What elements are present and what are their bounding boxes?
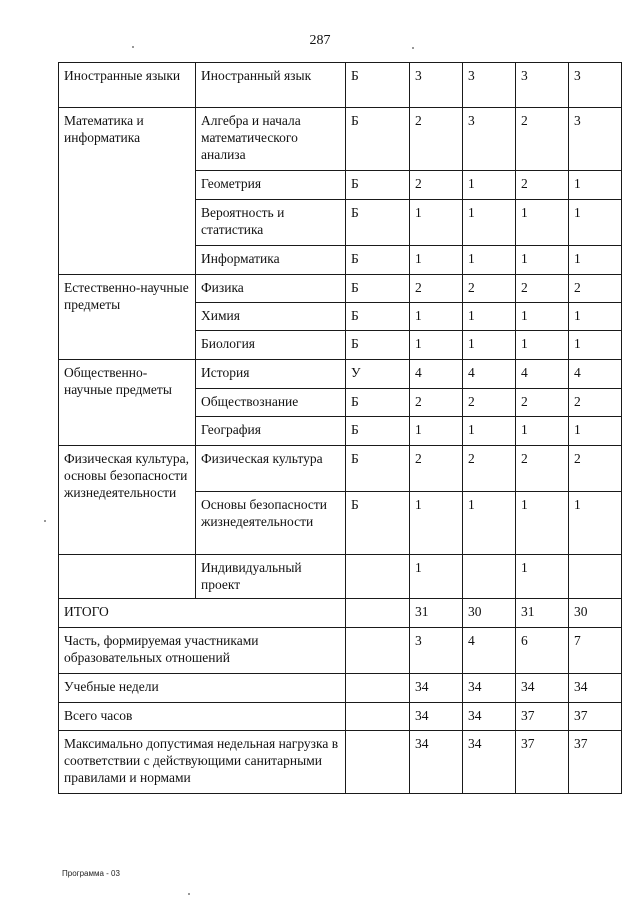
total-row (59, 703, 622, 731)
level-cell: Б (346, 275, 410, 303)
total-label-cell: Всего часов (59, 703, 346, 731)
subject-cell: Геометрия (196, 171, 346, 200)
hours-cell: 31 (516, 599, 569, 628)
hours-cell: 2 (463, 389, 516, 417)
hours-cell: 1 (410, 331, 463, 360)
hours-cell: 1 (569, 331, 622, 360)
hours-cell: 1 (569, 303, 622, 331)
hours-cell: 7 (569, 628, 622, 674)
hours-cell: 1 (569, 171, 622, 200)
hours-cell: 1 (410, 246, 463, 275)
hours-cell: 1 (516, 331, 569, 360)
hours-cell: 3 (463, 108, 516, 171)
empty-cell (346, 703, 410, 731)
total-label-cell: Максимально допустимая недельная нагрузка в соответствии с действующими санитарными правилами и нормами (59, 731, 346, 794)
level-cell: Б (346, 200, 410, 246)
hours-cell: 34 (410, 731, 463, 794)
hours-cell: 34 (569, 674, 622, 703)
level-cell: Б (346, 446, 410, 492)
hours-cell: 34 (463, 703, 516, 731)
hours-cell: 34 (463, 674, 516, 703)
subject-cell: Основы безопасности жизнедеятельности (196, 492, 346, 555)
hours-cell: 2 (410, 171, 463, 200)
hours-cell: 6 (516, 628, 569, 674)
subject-area-cell: Общественно-научные предметы (59, 360, 196, 446)
hours-cell: 34 (463, 731, 516, 794)
total-row (59, 599, 622, 628)
hours-cell: 2 (516, 389, 569, 417)
table-row (59, 446, 622, 492)
hours-cell: 30 (463, 599, 516, 628)
empty-cell (346, 628, 410, 674)
hours-cell: 1 (463, 417, 516, 446)
subject-area-cell: Математика и информатика (59, 108, 196, 275)
curriculum-table (58, 62, 622, 794)
level-cell: Б (346, 389, 410, 417)
hours-cell: 1 (410, 555, 463, 599)
hours-cell: 1 (516, 246, 569, 275)
hours-cell: 3 (463, 63, 516, 108)
total-label-cell: Учебные недели (59, 674, 346, 703)
hours-cell: 2 (410, 389, 463, 417)
hours-cell: 2 (516, 446, 569, 492)
level-cell: Б (346, 417, 410, 446)
subject-cell: География (196, 417, 346, 446)
hours-cell: 31 (410, 599, 463, 628)
subject-cell: Физическая культура (196, 446, 346, 492)
total-row (59, 674, 622, 703)
level-cell: Б (346, 331, 410, 360)
table-row (59, 63, 622, 108)
hours-cell: 1 (516, 200, 569, 246)
level-cell (346, 555, 410, 599)
hours-cell: 3 (516, 63, 569, 108)
subject-cell: История (196, 360, 346, 389)
scan-mark (188, 893, 190, 895)
table-row (59, 275, 622, 303)
subject-cell: Алгебра и начала математического анализа (196, 108, 346, 171)
table-row (59, 360, 622, 389)
hours-cell: 1 (410, 417, 463, 446)
level-cell: Б (346, 108, 410, 171)
table-row (59, 108, 622, 171)
total-row (59, 628, 622, 674)
subject-cell: Информатика (196, 246, 346, 275)
subject-cell: Индивидуальный проект (196, 555, 346, 599)
hours-cell: 2 (410, 108, 463, 171)
hours-cell: 1 (410, 492, 463, 555)
hours-cell: 1 (410, 303, 463, 331)
hours-cell: 37 (516, 731, 569, 794)
scan-mark (44, 520, 46, 522)
scan-mark (132, 46, 134, 48)
hours-cell: 1 (516, 492, 569, 555)
hours-cell (569, 555, 622, 599)
hours-cell: 4 (516, 360, 569, 389)
table-row (59, 555, 622, 599)
level-cell: У (346, 360, 410, 389)
hours-cell: 4 (410, 360, 463, 389)
level-cell: Б (346, 492, 410, 555)
subject-cell: Вероятность и статистика (196, 200, 346, 246)
hours-cell: 34 (516, 674, 569, 703)
hours-cell: 2 (410, 275, 463, 303)
hours-cell: 1 (569, 246, 622, 275)
scan-mark (412, 47, 414, 49)
hours-cell: 1 (463, 303, 516, 331)
hours-cell: 3 (410, 628, 463, 674)
hours-cell: 1 (516, 303, 569, 331)
subject-cell: Обществознание (196, 389, 346, 417)
hours-cell: 4 (463, 628, 516, 674)
hours-cell: 37 (569, 731, 622, 794)
hours-cell: 37 (569, 703, 622, 731)
subject-area-cell: Естественно-научные предметы (59, 275, 196, 360)
hours-cell: 2 (516, 108, 569, 171)
hours-cell: 2 (569, 389, 622, 417)
total-label-cell: Часть, формируемая участниками образовательных отношений (59, 628, 346, 674)
subject-cell: Иностранный язык (196, 63, 346, 108)
hours-cell: 1 (463, 331, 516, 360)
hours-cell (463, 555, 516, 599)
empty-cell (346, 731, 410, 794)
hours-cell: 1 (463, 200, 516, 246)
subject-cell: Химия (196, 303, 346, 331)
hours-cell: 2 (569, 446, 622, 492)
level-cell: Б (346, 303, 410, 331)
hours-cell: 3 (569, 108, 622, 171)
subject-area-cell: Физическая культура, основы безопасности жизнедеятельности (59, 446, 196, 555)
subject-cell: Биология (196, 331, 346, 360)
hours-cell: 3 (410, 63, 463, 108)
hours-cell: 4 (463, 360, 516, 389)
hours-cell: 37 (516, 703, 569, 731)
hours-cell: 34 (410, 703, 463, 731)
level-cell: Б (346, 171, 410, 200)
hours-cell: 34 (410, 674, 463, 703)
hours-cell: 1 (463, 171, 516, 200)
empty-cell (346, 674, 410, 703)
hours-cell: 1 (569, 200, 622, 246)
total-row (59, 731, 622, 794)
footer-text: Программа - 03 (62, 869, 120, 878)
hours-cell: 1 (569, 492, 622, 555)
hours-cell: 2 (463, 275, 516, 303)
page-number: 287 (309, 33, 331, 48)
hours-cell: 2 (569, 275, 622, 303)
subject-area-cell (59, 555, 196, 599)
hours-cell: 30 (569, 599, 622, 628)
hours-cell: 2 (516, 275, 569, 303)
total-label-cell: ИТОГО (59, 599, 346, 628)
hours-cell: 1 (463, 492, 516, 555)
hours-cell: 2 (463, 446, 516, 492)
hours-cell: 3 (569, 63, 622, 108)
hours-cell: 1 (410, 200, 463, 246)
level-cell: Б (346, 246, 410, 275)
hours-cell: 1 (516, 417, 569, 446)
hours-cell: 1 (569, 417, 622, 446)
level-cell: Б (346, 63, 410, 108)
hours-cell: 2 (410, 446, 463, 492)
hours-cell: 1 (516, 555, 569, 599)
subject-cell: Физика (196, 275, 346, 303)
hours-cell: 4 (569, 360, 622, 389)
subject-area-cell: Иностранные языки (59, 63, 196, 108)
empty-cell (346, 599, 410, 628)
hours-cell: 2 (516, 171, 569, 200)
hours-cell: 1 (463, 246, 516, 275)
